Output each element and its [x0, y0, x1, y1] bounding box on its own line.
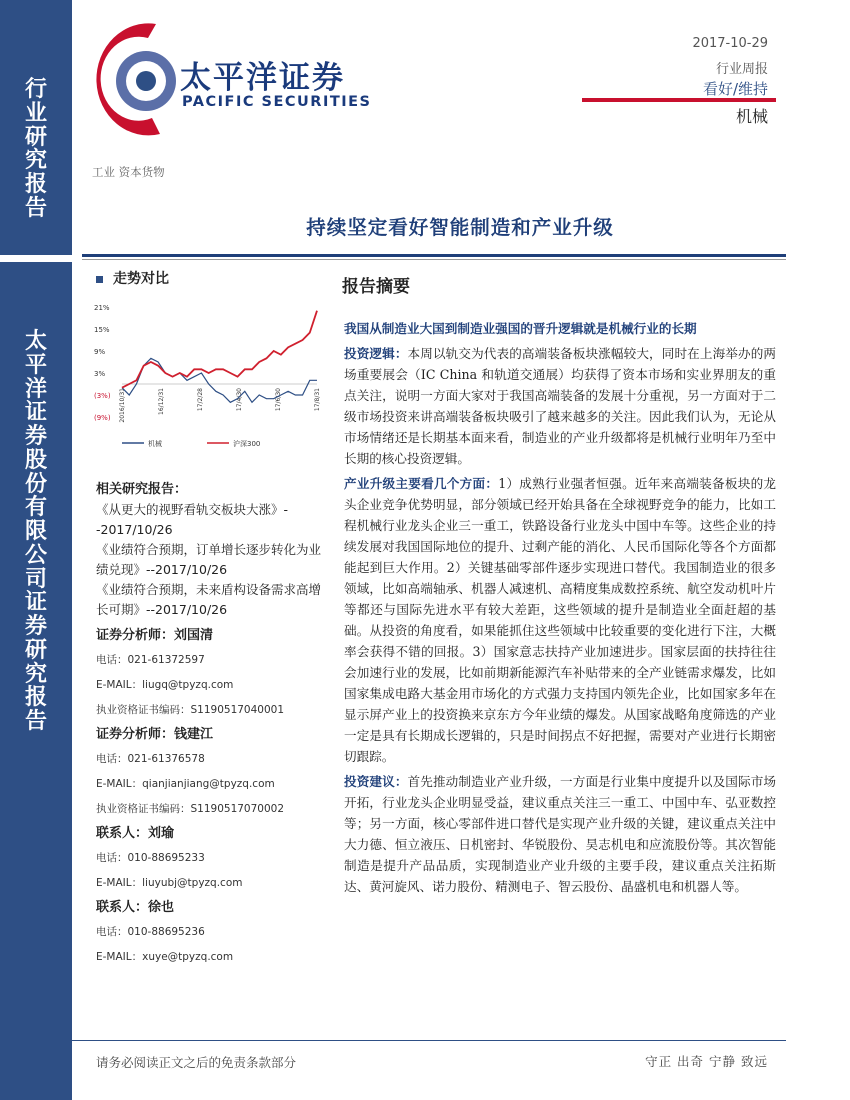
sector-label: 工业 资本货物 [92, 165, 165, 179]
sidebar-char: 研 [24, 636, 47, 663]
contact-role: 证券分析师：刘国清 [96, 628, 214, 643]
sidebar [0, 0, 72, 1100]
x-tick-label: 17/6/30 [275, 388, 282, 412]
related-list [96, 500, 326, 620]
sidebar-char: 有 [24, 494, 47, 521]
contact-phone: 电话：021-61372597 [96, 654, 205, 666]
series-line-machinery [122, 358, 317, 402]
y-tick-label: (9%) [94, 414, 111, 422]
contact-block [96, 725, 326, 819]
brand-name-en: PACIFIC SECURITIES [182, 94, 372, 110]
x-tick-label: 17/4/30 [236, 388, 243, 412]
contact-role: 证券分析师：钱建江 [96, 727, 214, 742]
y-tick-label: 15% [94, 326, 110, 334]
contact-phone: 电话：010-88695236 [96, 926, 205, 938]
company-logo [90, 18, 182, 144]
paragraph-keyword: 产业升级主要看几个方面： [344, 476, 499, 491]
footer-divider [72, 1040, 786, 1041]
contact-block [96, 898, 326, 967]
sidebar-char: 限 [24, 518, 47, 544]
x-tick-label: 17/2/28 [197, 388, 204, 412]
contact-role: 联系人：刘瑜 [96, 826, 175, 841]
sidebar-top-block [0, 0, 72, 255]
trend-chart-svg [92, 295, 332, 460]
report-title: 持续坚定看好智能制造和产业升级 [306, 216, 614, 239]
bullet-square-icon [96, 276, 103, 283]
contact-cert: 执业资格证书编码：S1190517070002 [96, 803, 285, 815]
x-tick-label: 16/12/31 [158, 388, 165, 415]
y-tick-label: 21% [94, 304, 110, 312]
paragraph-keyword: 投资建议： [344, 774, 408, 789]
paragraph-text: 本周以轨交为代表的高端装备板块涨幅较大，同时在上海举办的两场重要展会（IC China 和轨道交通展）均获得了资本市场和实业界朋友的重点关注，说明一方面大家对于我国高端装备的发展十分重视，另一方面对于二级市场投资来讲高端装备板块吸引了越来越多的关注。因此我们认为，无论从市场情绪还是长期基本面来看，制造业的产业升级都将是机械行业明年乃至中长期的核心投资逻辑。 [344, 346, 777, 466]
summary-headline: 我国从制造业大国到制造业强国的晋升逻辑就是机械行业的长期 [344, 321, 697, 336]
contact-role: 联系人：徐也 [96, 900, 175, 915]
summary-paragraph-3 [344, 771, 776, 897]
title-divider-thin [82, 259, 786, 260]
sidebar-char: 究 [24, 660, 47, 687]
contacts [96, 626, 326, 967]
footer-motto: 守正 出奇 宁静 致远 [645, 1054, 768, 1069]
related-heading: 相关研究报告： [96, 482, 188, 497]
title-divider [82, 254, 786, 257]
contact-email[interactable]: E-MAIL：xuye@tpyzq.com [96, 951, 234, 963]
contact-cert: 执业资格证书编码：S1190517040001 [96, 704, 285, 716]
report-date: 2017-10-29 [692, 36, 768, 51]
x-tick-label: 17/8/31 [314, 388, 321, 412]
summary-body [344, 318, 776, 901]
related-item[interactable]: 《业绩符合预期，订单增长逐步转化为业绩兑现》--2017/10/26 [96, 542, 322, 577]
summary-paragraph-1 [344, 343, 776, 469]
industry-label: 机械 [735, 107, 768, 126]
sidebar-char: 份 [24, 470, 47, 497]
sidebar-char: 研 [24, 123, 47, 150]
contact-email[interactable]: E-MAIL：qianjianjiang@tpyzq.com [96, 778, 275, 790]
sidebar-char: 证 [24, 589, 47, 616]
summary-heading: 报告摘要 [342, 277, 410, 297]
sidebar-char: 洋 [24, 375, 47, 402]
footer-disclaimer: 请务必阅读正文之后的免责条款部分 [96, 1055, 297, 1070]
sidebar-char: 司 [24, 565, 47, 592]
report-type: 行业周报 [715, 62, 768, 77]
sidebar-char: 行 [24, 76, 47, 102]
sidebar-char: 报 [24, 171, 47, 197]
sidebar-char: 股 [24, 446, 47, 473]
sidebar-bottom-text [0, 330, 72, 734]
rating: 看好/维持 [702, 80, 768, 98]
sidebar-char: 平 [24, 351, 47, 378]
contact-block [96, 626, 326, 720]
series-line-hs300 [122, 311, 317, 388]
related-item[interactable]: 《从更大的视野看轨交板块大涨》--2017/10/26 [96, 502, 289, 537]
legend-label: 机械 [148, 440, 162, 448]
rating-underline [582, 98, 776, 102]
sidebar-char: 公 [24, 541, 47, 568]
sidebar-char: 券 [24, 423, 47, 449]
contact-email[interactable]: E-MAIL：liuyubj@tpyzq.com [96, 877, 243, 889]
trend-heading [96, 268, 169, 288]
contact-block [96, 824, 326, 893]
contact-phone: 电话：010-88695233 [96, 852, 205, 864]
left-column [96, 480, 326, 972]
contact-phone: 电话：021-61376578 [96, 753, 205, 765]
sidebar-char: 证 [24, 399, 47, 426]
paragraph-keyword: 投资逻辑： [344, 346, 408, 361]
sidebar-char: 太 [24, 328, 47, 354]
sidebar-bottom-block [0, 262, 72, 1100]
sidebar-char: 告 [24, 708, 47, 734]
sidebar-char: 究 [24, 147, 47, 174]
trend-chart [92, 295, 332, 464]
sidebar-char: 告 [24, 194, 47, 221]
paragraph-text: 1）成熟行业强者恒强。近年来高端装备板块的龙头企业竞争优势明显，部分领域已经开始具备在全球视野竞争的能力，比如工程机械行业龙头企业三一重工，铁路设备行业龙头中国中车等。这些企业的持续发展对我国国际地位的提升、过剩产能的消化、人民币国际化等各个方面都能起到巨大作用。2）关键基础零部件逐步实现进口替代。我国制造业的很多领域，比如高端轴承、机器人减速机、高精度集成数控系统、航空发动机叶片等都还与国际先进水平有较大差距，这些领域的提升是制造业全面赶超的基础。从投资的角度看，如果能抓住这些领域中比较重要的变化进行下注，大概率会获得不错的回报。3）国家意志扶持产业加速进步。国家层面的扶持往往会加速行业的发展，比如前期新能源汽车补贴带来的全产业链需求爆发，比如国家集成电路大基金用市场化的方式强力支持国内领先企业，比如国家多年在显示屏产业上的投资换来京东方今年业绩的爆发。从国家战略角度筛选的产业一定是具有长期成长逻辑的，只是时间拐点不好把握，需要对产业进行长期密切跟踪。 [344, 476, 777, 764]
x-tick-label: 2016/10/31 [119, 388, 126, 423]
related-item[interactable]: 《业绩符合预期，未来盾构设备需求高增长可期》--2017/10/26 [96, 582, 322, 617]
sidebar-top-text [0, 78, 72, 221]
y-tick-label: 3% [94, 370, 106, 378]
brand-name-cn: 太平洋证券 [180, 60, 345, 96]
y-tick-label: 9% [94, 348, 106, 356]
y-tick-label: (3%) [94, 392, 111, 400]
legend-label: 沪深300 [233, 440, 261, 448]
sidebar-char: 业 [24, 99, 47, 126]
trend-heading-text: 走势对比 [113, 271, 169, 287]
sidebar-char: 报 [24, 684, 47, 711]
contact-email[interactable]: E-MAIL：liugq@tpyzq.com [96, 679, 234, 691]
paragraph-text: 首先推动制造业产业升级，一方面是行业集中度提升以及国际市场开拓，行业龙头企业明显受益，建议重点关注三一重工、中国中车、弘亚数控等；另一方面，核心零部件进口替代是实现产业升级的关键，建议重点关注中大力德、恒立液压、日机密封、华锐股份、昊志机电和应流股份等。其次智能制造是提升产品品质，实现制造业产业升级的主要手段，建议重点关注拓斯达、黄河旋风、诺力股份、精测电子、智云股份、晶盛机电和机器人等。 [344, 774, 777, 894]
summary-paragraph-2 [344, 473, 776, 767]
sidebar-char: 券 [24, 613, 47, 639]
